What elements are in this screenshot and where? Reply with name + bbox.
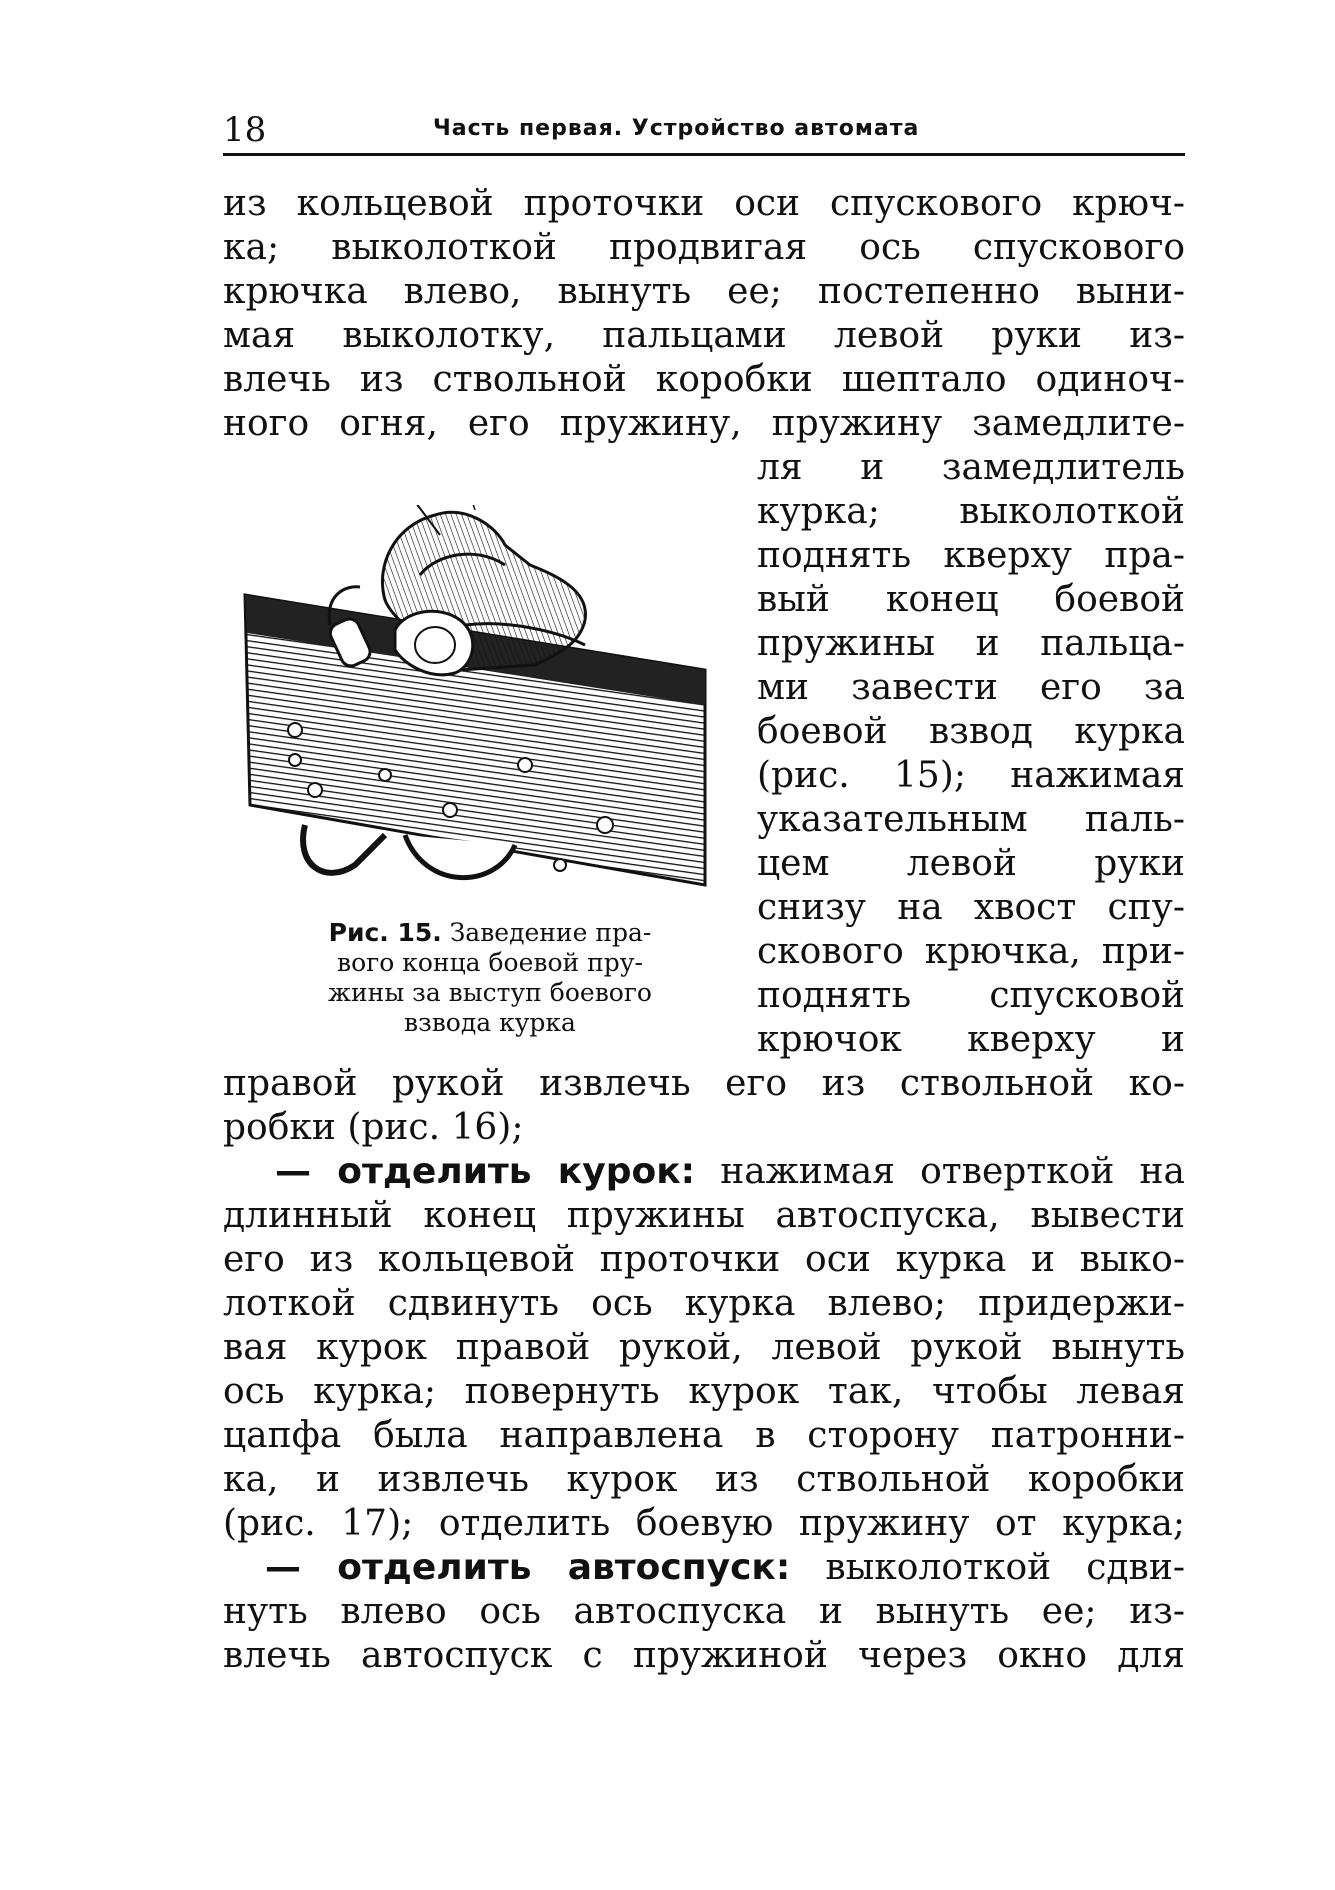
text-line: лоткой сдвинуть ось курка влево; придержи-: [223, 1283, 1185, 1324]
caption-line: вого конца боевой пру-: [337, 948, 643, 977]
section-heading: — отделить курок:: [275, 1151, 696, 1192]
section-heading: — отделить автоспуск:: [265, 1547, 791, 1588]
text-line: снизу на хвост спу-: [757, 887, 1185, 928]
text-line: боевой взвод курка: [757, 711, 1185, 752]
text-line: курка; выколоткой: [757, 491, 1185, 532]
text-line: ка, и извлечь курок из ствольной коробки: [223, 1459, 1185, 1500]
text-line: вая курок правой рукой, левой рукой вынуть: [223, 1327, 1185, 1368]
text-line: ного огня, его пружину, пружину замедлите-: [223, 403, 1185, 444]
text-span: нажимая отверткой на: [695, 1151, 1186, 1192]
page-number: 18: [223, 110, 267, 150]
text-line: ля и замедлитель: [757, 447, 1185, 488]
text-line: ка; выколоткой продвигая ось спускового: [223, 227, 1185, 268]
text-line: скового крючка, при-: [757, 931, 1185, 972]
figure-15-illustration: [235, 505, 710, 890]
text-span: выколоткой сдви-: [790, 1547, 1185, 1588]
section-avtospusk-first-line: [265, 1546, 1185, 1590]
text-line: (рис. 15); нажимая: [757, 755, 1185, 796]
text-line: вый конец боевой: [757, 579, 1185, 620]
text-line: мая выколотку, пальцами левой руки из-: [223, 315, 1185, 356]
caption-line: взвода курка: [404, 1008, 576, 1037]
text-line: цем левой руки: [757, 843, 1185, 884]
page-header: [223, 110, 1185, 154]
text-line: влечь из ствольной коробки шептало одиноч-: [223, 359, 1185, 400]
running-title: Часть первая. Устройство автомата: [433, 116, 920, 141]
text-line: влечь автоспуск с пружиной через окно для: [223, 1635, 1185, 1676]
section-kurok-first-line: [275, 1150, 1185, 1194]
text-line: (рис. 17); отделить боевую пружину от курка;: [223, 1503, 1185, 1544]
text-line: нуть влево ось автоспуска и вынуть ее; из-: [223, 1591, 1185, 1632]
text-line: крючок кверху и: [757, 1019, 1185, 1060]
text-line: ось курка; повернуть курок так, чтобы левая: [223, 1371, 1185, 1412]
caption-line: жины за выступ боевого: [328, 978, 652, 1007]
text-line: поднять кверху пра-: [757, 535, 1185, 576]
text-line: его из кольцевой проточки оси курка и выко-: [223, 1239, 1185, 1280]
figure-caption: [270, 918, 710, 1038]
text-line: ми завести его за: [757, 667, 1185, 708]
header-rule: [223, 153, 1185, 156]
text-line: правой рукой извлечь его из ствольной ко-: [223, 1063, 1185, 1104]
text-line: цапфа была направлена в сторону патронни-: [223, 1415, 1185, 1456]
text-line: робки (рис. 16);: [223, 1107, 524, 1148]
text-line: крючка влево, вынуть ее; постепенно выни-: [223, 271, 1185, 312]
text-line: пружины и пальца-: [757, 623, 1185, 664]
text-line: длинный конец пружины автоспуска, вывести: [223, 1195, 1185, 1236]
text-line: из кольцевой проточки оси спускового крюч-: [223, 183, 1185, 224]
text-line: поднять спусковой: [757, 975, 1185, 1016]
caption-label: Рис. 15.: [328, 918, 442, 947]
text-line: указательным паль-: [757, 799, 1185, 840]
caption-line: Заведение пра-: [449, 918, 652, 947]
